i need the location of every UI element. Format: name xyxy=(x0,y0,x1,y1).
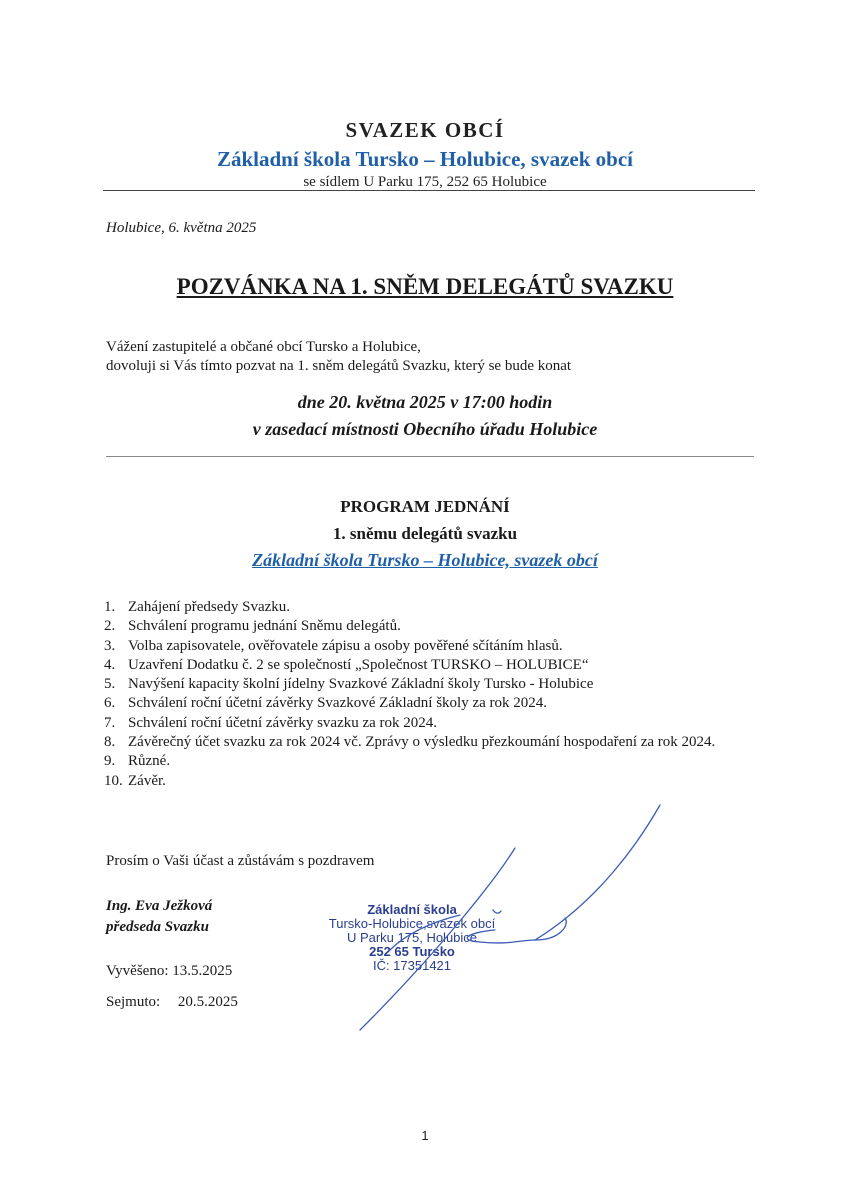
agenda-item xyxy=(104,598,744,617)
agenda-item xyxy=(104,656,744,675)
meeting-details xyxy=(0,389,850,443)
agenda-item-number: 5. xyxy=(104,676,116,693)
agenda-item-text: Uzavření Dodatku č. 2 se společností „Společnost TURSKO – HOLUBICE“ xyxy=(128,656,589,673)
invitation-title: POZVÁNKA NA 1. SNĚM DELEGÁTŮ SVAZKU xyxy=(176,274,674,299)
stamp-line-1: Základní škola xyxy=(367,902,457,917)
signatory-name: Ing. Eva Ježková xyxy=(106,898,213,914)
agenda-item-number: 6. xyxy=(104,695,116,712)
section-divider xyxy=(106,456,754,457)
agenda-item xyxy=(104,675,744,694)
agenda-item-text: Navýšení kapacity školní jídelny Svazkové Základní školy Tursko - Holubice xyxy=(128,676,594,693)
removed-value: 20.5.2025 xyxy=(177,994,238,1010)
handwritten-signature xyxy=(320,800,680,1040)
stamp-line-4: 252 65 Tursko xyxy=(369,944,455,959)
org-address: se sídlem U Parku 175, 252 65 Holubice xyxy=(303,174,547,190)
agenda-item-text: Schválení roční účetní závěrky svazku za rok 2024. xyxy=(128,714,438,731)
agenda-item-number: 4. xyxy=(104,656,116,673)
removed-date xyxy=(106,994,238,1011)
date-place: Holubice, 6. května 2025 xyxy=(106,220,257,236)
agenda-item-number: 9. xyxy=(104,753,116,770)
posted-date xyxy=(106,963,232,980)
signature-stroke xyxy=(360,848,515,1030)
agenda-item xyxy=(104,733,744,752)
stamp-line-5: IČ: 17351421 xyxy=(372,958,452,973)
agenda-item xyxy=(104,617,744,636)
header-divider xyxy=(103,190,755,191)
org-title: SVAZEK OBCÍ xyxy=(345,118,505,142)
agenda-item-number: 8. xyxy=(104,734,116,751)
program-subheading: 1. sněmu delegátů svazku xyxy=(332,524,518,543)
agenda-list xyxy=(104,598,744,791)
stamp-line-3: U Parku 175, Holubice xyxy=(346,930,478,945)
program-heading: PROGRAM JEDNÁNÍ xyxy=(340,497,510,516)
page-number: 1 xyxy=(421,1128,429,1143)
meeting-where: v zasedací místnosti Obecního úřadu Holubice xyxy=(252,419,598,439)
agenda-item-number: 7. xyxy=(104,714,116,731)
agenda-item-text: Závěr. xyxy=(128,772,166,789)
posted-value: 13.5.2025 xyxy=(172,963,233,979)
agenda-item-text: Zahájení předsedy Svazku. xyxy=(128,599,291,615)
stamp-line-2: Tursko-Holubice,svazek obcí xyxy=(328,916,496,931)
org-name: Základní škola Tursko – Holubice, svazek obcí xyxy=(216,147,634,171)
agenda-item-number: 1. xyxy=(104,599,116,615)
salutation-line-2: dovoluji si Vás tímto pozvat na 1. sněm delegátů Svazku, který se bude konat xyxy=(106,358,572,374)
agenda-item-text: Volba zapisovatele, ověřovatele zápisu a osoby pověřené sčítáním hlasů. xyxy=(128,637,563,654)
removed-label: Sejmuto: xyxy=(106,994,161,1010)
signature-stroke xyxy=(535,805,660,940)
program-org-name: Základní škola Tursko – Holubice, svazek obcí xyxy=(252,550,598,570)
signature-stroke xyxy=(467,930,535,943)
salutation-line-1: Vážení zastupitelé a občané obcí Tursko a Holubice, xyxy=(106,339,421,355)
agenda-item xyxy=(104,637,744,656)
salutation xyxy=(106,338,571,376)
agenda-item-text: Závěrečný účet svazku za rok 2024 vč. Zprávy o výsledku přezkoumání hospodaření za rok 2024. xyxy=(128,734,716,751)
meeting-when: dne 20. května 2025 v 17:00 hodin xyxy=(297,392,553,412)
agenda-item xyxy=(104,772,744,791)
signatory-role: předseda Svazku xyxy=(106,919,209,935)
agenda-item xyxy=(104,752,744,771)
agenda-item xyxy=(104,714,744,733)
agenda-item-text: Různé. xyxy=(128,753,171,770)
agenda-item-number: 3. xyxy=(104,637,116,654)
posted-label: Vyvěšeno: xyxy=(106,963,169,979)
agenda-item-number: 2. xyxy=(104,618,116,635)
agenda-item-number: 10. xyxy=(104,772,123,789)
signature-stroke xyxy=(493,910,501,913)
agenda-item-text: Schválení programu jednání Sněmu delegátů. xyxy=(128,618,401,635)
agenda-item-text: Schválení roční účetní závěrky Svazkové Základní školy za rok 2024. xyxy=(128,695,548,712)
agenda-item xyxy=(104,694,744,713)
closing-line: Prosím o Vaši účast a zůstávám s pozdravem xyxy=(106,853,375,869)
